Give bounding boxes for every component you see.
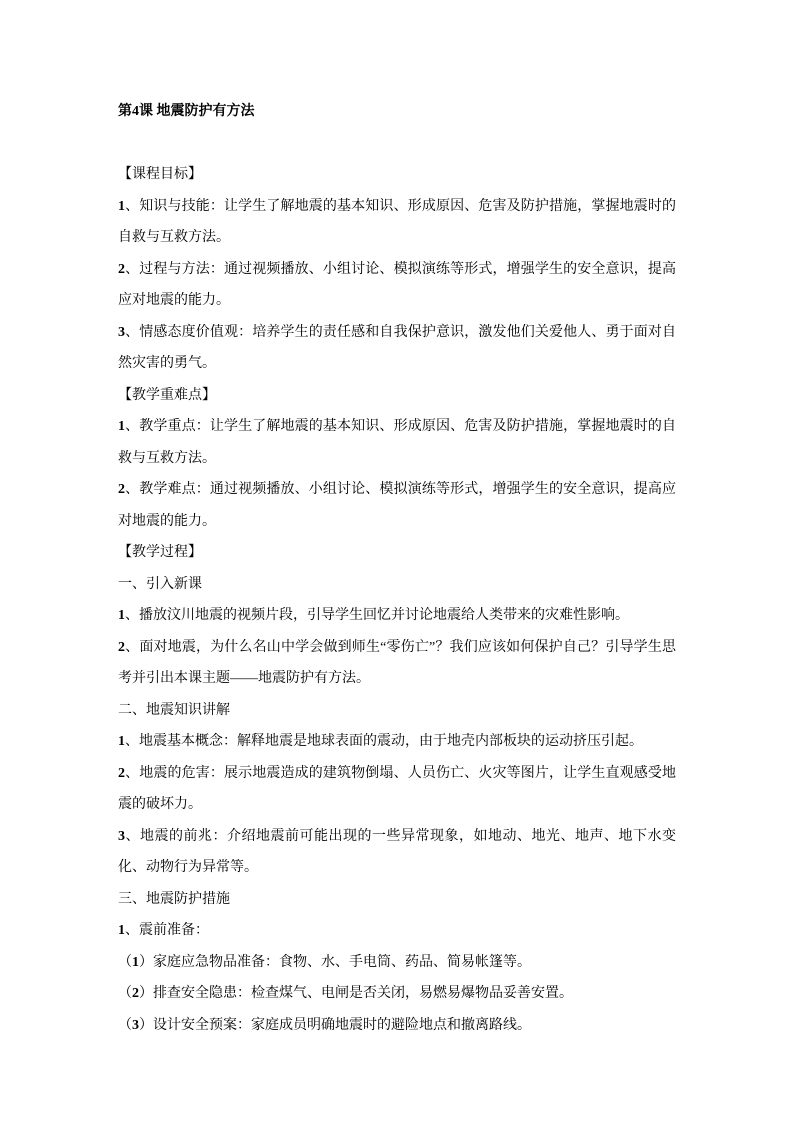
paragraph: 3、情感态度价值观：培养学生的责任感和自我保护意识，激发他们关爱他人、勇于面对自然灾害的勇气。: [118, 324, 676, 371]
paragraph: 【课程目标】: [118, 167, 202, 182]
paragraph: 1、播放汶川地震的视频片段，引导学生回忆并讨论地震给人类带来的灾难性影响。: [118, 608, 629, 623]
paragraph: 1、震前准备：: [118, 923, 209, 938]
list-number: 2: [118, 765, 125, 781]
paragraph: 三、地震防护措施: [118, 891, 230, 907]
paragraph: 2、地震的危害：展示地震造成的建筑物倒塌、人员伤亡、火灾等图片，让学生直观感受地震的破坏力。: [118, 765, 676, 812]
paragraph: 1、教学重点：让学生了解地震的基本知识、形成原因、危害及防护措施，掌握地震时的自救与互救方法。: [118, 419, 676, 466]
paragraph: 3、地震的前兆：介绍地震前可能出现的一些异常现象，如地动、地光、地声、地下水变化、动物行为异常等。: [118, 828, 676, 875]
list-number: 3: [132, 1017, 139, 1033]
list-number: 2: [132, 986, 139, 1001]
paragraph: （3）设计安全预案：家庭成员明确地震时的避险地点和撤离路线。: [118, 1017, 531, 1033]
list-number: 3: [118, 828, 125, 844]
list-number: 1: [118, 198, 125, 214]
paragraph: 二、地震知识讲解: [118, 702, 230, 718]
list-number: 1: [118, 923, 125, 938]
paragraph: （2）排查安全隐患：检查煤气、电闸是否关闭，易燃易爆物品妥善安置。: [118, 986, 573, 1001]
paragraph: 2、过程与方法：通过视频播放、小组讨论、模拟演练等形式，增强学生的安全意识，提高应对地震的能力。: [118, 261, 676, 308]
paragraph: 1、知识与技能：让学生了解地震的基本知识、形成原因、危害及防护措施，掌握地震时的自救与互救方法。: [118, 198, 676, 245]
list-number: 1: [132, 954, 139, 970]
paragraph: 【教学过程】: [118, 545, 202, 560]
document-body: [118, 159, 676, 1041]
paragraph: 【教学重难点】: [118, 387, 216, 403]
paragraph: 一、引入新课: [118, 576, 202, 592]
list-number: 1: [118, 608, 125, 623]
list-number: 2: [118, 482, 125, 497]
blank-line: [118, 128, 676, 160]
list-number: 1: [118, 419, 125, 434]
document-title: 第4课 地震防护有方法: [118, 104, 255, 119]
paragraph: （1）家庭应急物品准备：食物、水、手电筒、药品、简易帐篷等。: [118, 954, 531, 970]
list-number: 2: [118, 261, 125, 277]
paragraph: 1、地震基本概念：解释地震是地球表面的震动，由于地壳内部板块的运动挤压引起。: [118, 734, 643, 749]
paragraph: 2、面对地震，为什么名山中学会做到师生“零伤亡”？我们应该如何保护自己？引导学生思考并引出本课主题——地震防护有方法。: [118, 639, 676, 686]
list-number: 3: [118, 324, 125, 340]
list-number: 2: [118, 639, 125, 655]
paragraph: 2、教学难点：通过视频播放、小组讨论、模拟演练等形式，增强学生的安全意识，提高应对地震的能力。: [118, 482, 676, 529]
list-number: 1: [118, 734, 125, 749]
